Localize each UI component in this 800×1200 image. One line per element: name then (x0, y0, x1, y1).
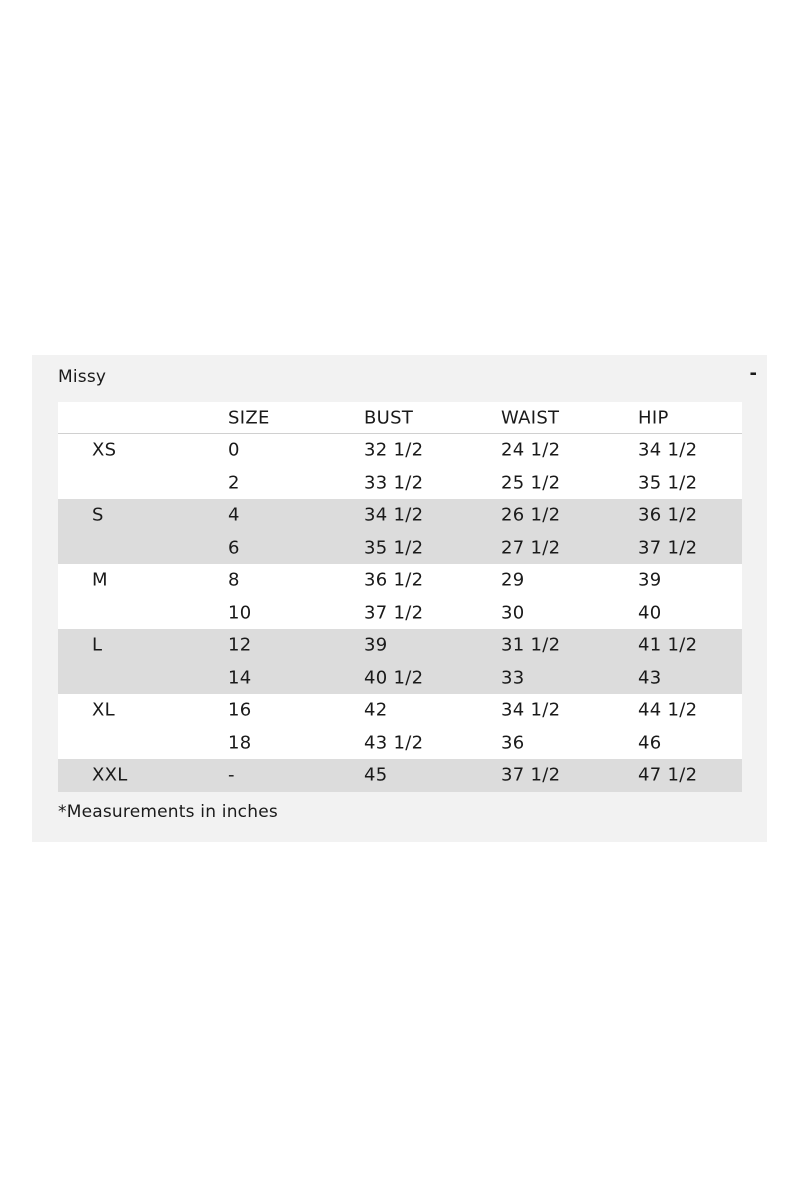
waist-cell: 33 (501, 667, 525, 689)
bust-cell: 42 (364, 699, 388, 721)
size-cell: 2 (228, 472, 240, 494)
size-cell: 4 (228, 504, 240, 526)
table-row (58, 597, 742, 630)
table-row (58, 434, 742, 467)
panel-title: Missy (58, 367, 107, 387)
bust-cell: 37 1/2 (364, 602, 424, 624)
bust-cell: 43 1/2 (364, 732, 424, 754)
size-chart-table (58, 402, 742, 792)
table-row (58, 662, 742, 695)
size-cell: 6 (228, 537, 240, 559)
table-row (58, 499, 742, 532)
header-waist: WAIST (501, 407, 560, 428)
table-row (58, 759, 742, 792)
size-cell: 14 (228, 667, 252, 689)
hip-cell: 39 (638, 569, 662, 591)
table-row (58, 564, 742, 597)
bust-cell: 35 1/2 (364, 537, 424, 559)
bust-cell: 40 1/2 (364, 667, 424, 689)
waist-cell: 25 1/2 (501, 472, 561, 494)
table-row (58, 727, 742, 760)
bust-cell: 39 (364, 634, 388, 656)
group-cell: S (92, 504, 104, 526)
hip-cell: 37 1/2 (638, 537, 698, 559)
table-row (58, 629, 742, 662)
collapse-toggle[interactable]: - (749, 363, 757, 384)
header-hip: HIP (638, 407, 669, 428)
bust-cell: 36 1/2 (364, 569, 424, 591)
bust-cell: 33 1/2 (364, 472, 424, 494)
hip-cell: 41 1/2 (638, 634, 698, 656)
header-size: SIZE (228, 407, 270, 428)
bust-cell: 45 (364, 764, 388, 786)
size-cell: 12 (228, 634, 252, 656)
size-cell: 18 (228, 732, 252, 754)
group-cell: XXL (92, 764, 128, 786)
hip-cell: 47 1/2 (638, 764, 698, 786)
group-cell: L (92, 634, 103, 656)
hip-cell: 35 1/2 (638, 472, 698, 494)
size-cell: 16 (228, 699, 252, 721)
waist-cell: 30 (501, 602, 525, 624)
size-cell: 10 (228, 602, 252, 624)
hip-cell: 40 (638, 602, 662, 624)
hip-cell: 43 (638, 667, 662, 689)
waist-cell: 27 1/2 (501, 537, 561, 559)
group-cell: XL (92, 699, 115, 721)
table-row (58, 467, 742, 500)
hip-cell: 34 1/2 (638, 439, 698, 461)
waist-cell: 37 1/2 (501, 764, 561, 786)
size-cell: - (228, 764, 235, 786)
waist-cell: 24 1/2 (501, 439, 561, 461)
group-cell: XS (92, 439, 117, 461)
table-row (58, 694, 742, 727)
size-cell: 8 (228, 569, 240, 591)
hip-cell: 44 1/2 (638, 699, 698, 721)
size-cell: 0 (228, 439, 240, 461)
header-bust: BUST (364, 407, 414, 428)
hip-cell: 46 (638, 732, 662, 754)
table-row (58, 532, 742, 565)
size-chart-panel (32, 355, 767, 842)
group-cell: M (92, 569, 108, 591)
table-header-row (58, 402, 742, 434)
waist-cell: 36 (501, 732, 525, 754)
waist-cell: 29 (501, 569, 525, 591)
footnote: *Measurements in inches (58, 802, 278, 822)
waist-cell: 34 1/2 (501, 699, 561, 721)
hip-cell: 36 1/2 (638, 504, 698, 526)
waist-cell: 31 1/2 (501, 634, 561, 656)
waist-cell: 26 1/2 (501, 504, 561, 526)
bust-cell: 34 1/2 (364, 504, 424, 526)
bust-cell: 32 1/2 (364, 439, 424, 461)
